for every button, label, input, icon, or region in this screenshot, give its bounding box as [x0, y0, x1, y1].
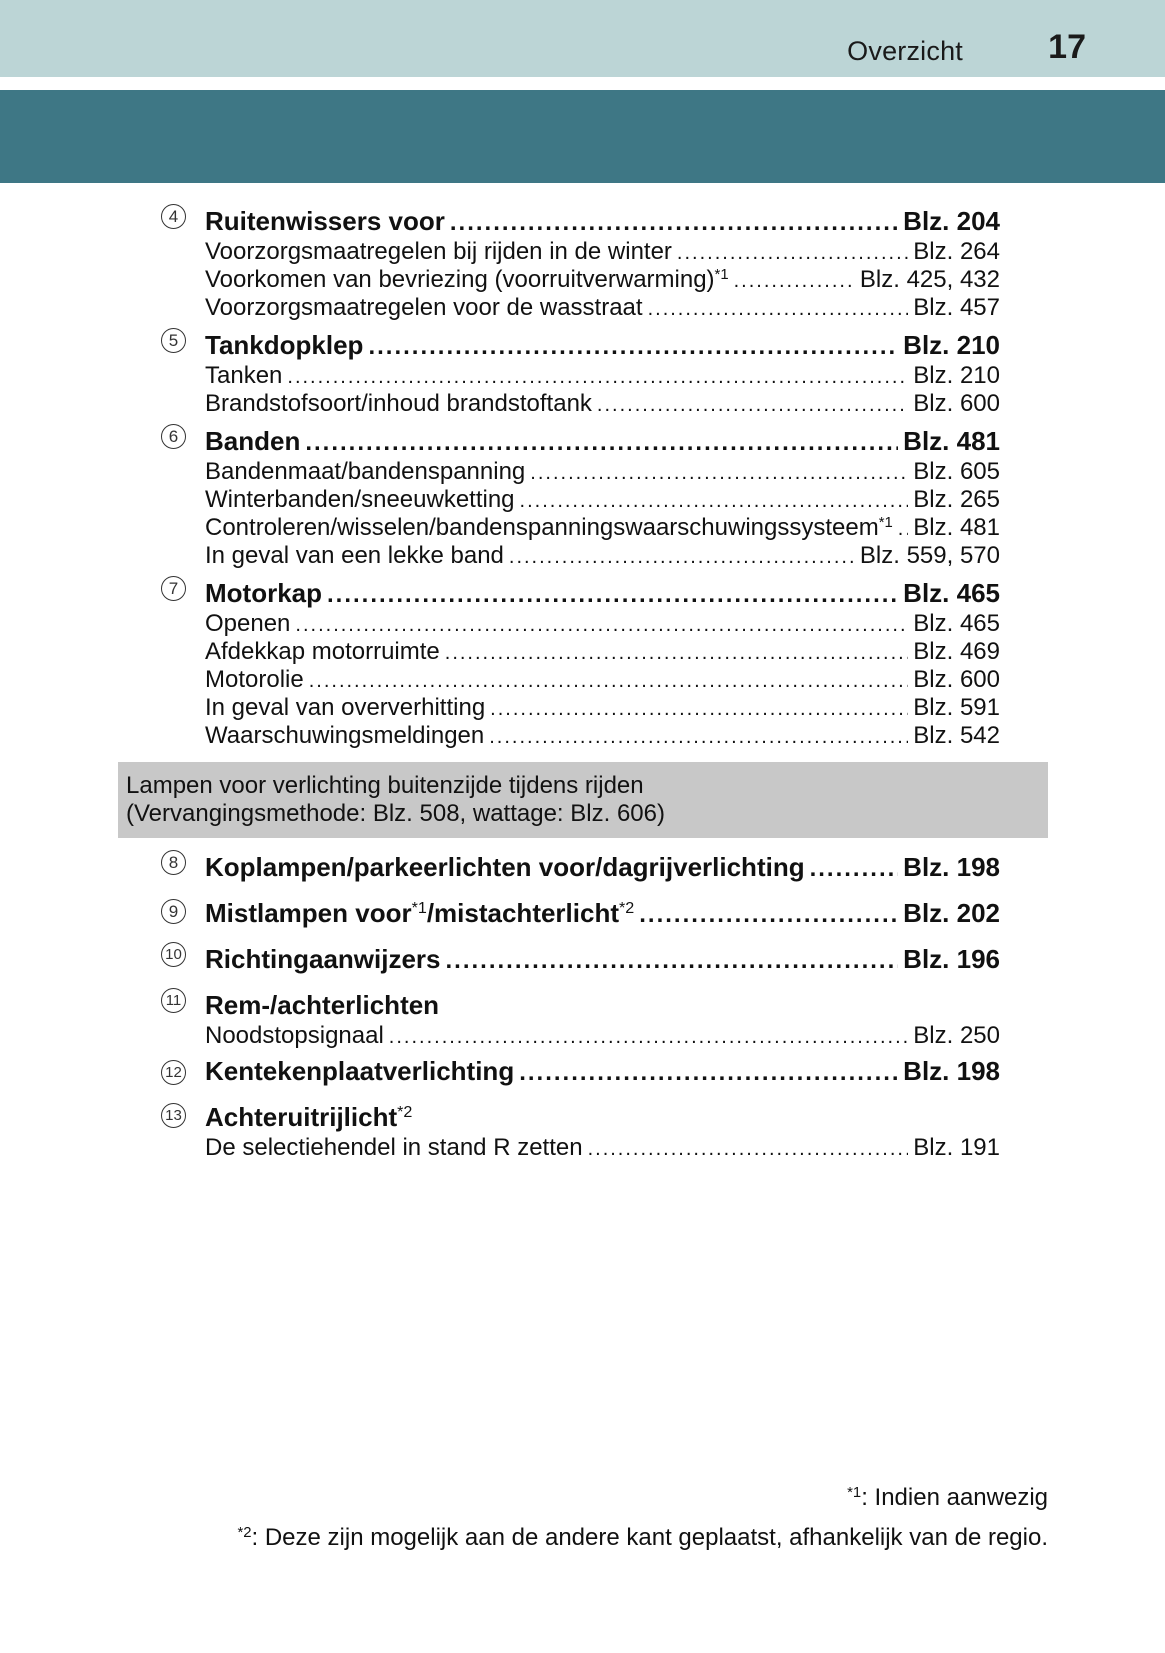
sub-item-label: De selectiehendel in stand R zetten [205, 1134, 583, 1161]
sub-item-label: Waarschuwingsmeldingen [205, 722, 485, 749]
page-number: 17 [1048, 28, 1086, 66]
item-title: Tankdopklep [205, 330, 364, 360]
sub-item-label: Tanken [205, 362, 283, 389]
dot-leader [639, 898, 898, 932]
lamp-section-banner [118, 762, 1048, 838]
item-number-marker: 7 [161, 576, 186, 601]
sub-item-row[interactable] [205, 238, 1000, 266]
footnote-mark: *2 [619, 899, 635, 918]
item-title-row [205, 988, 1000, 1022]
item-title-row[interactable] [205, 942, 1000, 976]
header-accent-band [0, 90, 1165, 183]
item-title: Mistlampen voor$^{*1}$/mistachterlicht$^{*2}$ [205, 898, 635, 928]
item-title: Kentekenplaatverlichting [205, 1056, 515, 1086]
sub-item-label: Motorolie [205, 666, 304, 693]
list-item [0, 576, 1165, 750]
dot-leader [368, 330, 898, 364]
footnote-mark: *1 [878, 514, 893, 531]
item-title-row [205, 1100, 1000, 1134]
item-title: Koplampen/parkeerlichten voor/dagrijverlichting [205, 852, 805, 882]
item-title-row[interactable] [205, 850, 1000, 884]
item-title: Richtingaanwijzers [205, 944, 441, 974]
sub-item-row[interactable] [205, 1134, 1000, 1162]
sub-item-row[interactable] [205, 294, 1000, 322]
item-number-marker: 6 [161, 424, 186, 449]
list-item [0, 204, 1165, 322]
item-title-row[interactable] [205, 328, 1000, 362]
dot-leader [445, 639, 909, 667]
page-reference[interactable]: Blz. 265 [913, 486, 1000, 513]
dot-leader [520, 487, 909, 515]
page-reference[interactable]: Blz. 202 [903, 898, 1000, 928]
dot-leader [519, 1056, 898, 1090]
sub-item-label: Winterbanden/sneeuwketting [205, 486, 515, 513]
footnote-mark: *1 [714, 266, 729, 283]
lamp-section-title: Lampen voor verlichting buitenzijde tijdens rijden [126, 772, 644, 799]
footnote-1: $^{*1}$: Indien aanwezig [847, 1484, 1048, 1511]
page-reference[interactable]: Blz. 425, 432 [859, 266, 1000, 293]
sub-item-label: In geval van oververhitting [205, 694, 486, 721]
dot-leader [446, 944, 899, 978]
page-reference[interactable]: Blz. 198 [903, 1056, 1000, 1086]
sub-item-row[interactable] [205, 390, 1000, 418]
page-reference[interactable]: Blz. 542 [913, 722, 1000, 749]
dot-leader [734, 267, 855, 295]
dot-leader [327, 578, 898, 612]
page-reference[interactable]: Blz. 264 [913, 238, 1000, 265]
item-title-row[interactable] [205, 1054, 1000, 1088]
list-item [0, 1054, 1165, 1088]
sub-item-label: Controleren/wisselen/bandenspanningswaarschuwingssysteem$^{*1}$ [205, 514, 893, 541]
dot-leader [295, 611, 908, 639]
page-reference[interactable]: Blz. 198 [903, 852, 1000, 882]
page-reference[interactable]: Blz. 600 [913, 666, 1000, 693]
dot-leader [898, 515, 909, 543]
sub-item-label: Voorkomen van bevriezing (voorruitverwarming)$^{*1}$ [205, 266, 729, 293]
sub-item-row[interactable] [205, 610, 1000, 638]
list-item [0, 850, 1165, 884]
item-title: Ruitenwissers voor [205, 206, 445, 236]
item-number-marker: 8 [161, 850, 186, 875]
page-reference[interactable]: Blz. 469 [913, 638, 1000, 665]
sub-item-row[interactable] [205, 694, 1000, 722]
item-number-marker: 4 [161, 204, 186, 229]
dot-leader [677, 239, 908, 267]
item-title: Rem-/achterlichten [205, 990, 440, 1020]
dot-leader [287, 363, 908, 391]
dot-leader [588, 1135, 909, 1163]
overview-content [0, 200, 1165, 1162]
sub-item-label: In geval van een lekke band [205, 542, 504, 569]
page-section-title: Overzicht [847, 36, 963, 66]
list-item [0, 988, 1165, 1050]
dot-leader [305, 426, 898, 460]
page-reference[interactable]: Blz. 210 [913, 362, 1000, 389]
item-number-marker: 9 [161, 899, 186, 924]
page-reference[interactable]: Blz. 465 [903, 578, 1000, 608]
list-item [0, 896, 1165, 930]
sub-item-label: Voorzorgsmaatregelen bij rijden in de winter [205, 238, 672, 265]
sub-item-row[interactable] [205, 266, 1000, 294]
sub-item-label: Brandstofsoort/inhoud brandstoftank [205, 390, 592, 417]
lamp-section-subtitle: (Vervangingsmethode: Blz. 508, wattage: Blz. 606) [126, 800, 665, 827]
item-title-row[interactable] [205, 896, 1000, 930]
page-reference[interactable]: Blz. 559, 570 [859, 542, 1000, 569]
item-title: Banden [205, 426, 301, 456]
item-title-row[interactable] [205, 424, 1000, 458]
item-number-marker: 11 [161, 988, 186, 1013]
sub-item-row[interactable] [205, 666, 1000, 694]
sub-item-label: Voorzorgsmaatregelen voor de wasstraat [205, 294, 643, 321]
page-reference[interactable]: Blz. 196 [903, 944, 1000, 974]
sub-item-label: Noodstopsignaal [205, 1022, 384, 1049]
item-number-marker: 5 [161, 328, 186, 353]
dot-leader [450, 206, 898, 240]
sub-item-row[interactable] [205, 722, 1000, 750]
page-reference[interactable]: Blz. 481 [913, 514, 1000, 541]
dot-leader [530, 459, 908, 487]
dot-leader [810, 852, 899, 886]
item-title-row[interactable] [205, 576, 1000, 610]
dot-leader [490, 695, 908, 723]
item-title-row[interactable] [205, 204, 1000, 238]
sub-item-row[interactable] [205, 542, 1000, 570]
page-reference[interactable]: Blz. 250 [913, 1022, 1000, 1049]
sub-item-row[interactable] [205, 1022, 1000, 1050]
item-number-marker: 12 [161, 1060, 186, 1085]
list-item [0, 1100, 1165, 1162]
dot-leader [309, 667, 909, 695]
item-title: Motorkap [205, 578, 322, 608]
item-title: Achteruitrijlicht$^{*2}$ [205, 1102, 413, 1132]
page-reference[interactable]: Blz. 481 [903, 426, 1000, 456]
sub-item-row[interactable] [205, 458, 1000, 486]
dot-leader [489, 723, 908, 751]
dot-leader [389, 1023, 908, 1051]
footnotes [237, 1478, 1048, 1558]
list-item [0, 424, 1165, 570]
footnote-2: $^{*2}$: Deze zijn mogelijk aan de andere kant geplaatst, afhankelijk van de regio. [237, 1524, 1048, 1551]
page-reference[interactable]: Blz. 204 [903, 206, 1000, 236]
list-item [0, 328, 1165, 418]
list-item [0, 942, 1165, 976]
page-reference[interactable]: Blz. 191 [913, 1134, 1000, 1161]
item-number-marker: 10 [161, 942, 186, 967]
sub-item-label: Openen [205, 610, 291, 637]
page-reference[interactable]: Blz. 591 [913, 694, 1000, 721]
page-reference[interactable]: Blz. 465 [913, 610, 1000, 637]
header-band [0, 0, 1165, 77]
sub-item-row[interactable] [205, 362, 1000, 390]
page-reference[interactable]: Blz. 457 [913, 294, 1000, 321]
page-reference[interactable]: Blz. 600 [913, 390, 1000, 417]
page-reference[interactable]: Blz. 210 [903, 330, 1000, 360]
sub-item-label: Bandenmaat/bandenspanning [205, 458, 526, 485]
footnote-mark: *1 [411, 899, 427, 918]
dot-leader [509, 543, 855, 571]
sub-item-row[interactable] [205, 514, 1000, 542]
footnote-mark: *2 [397, 1103, 413, 1122]
sub-item-row[interactable] [205, 486, 1000, 514]
sub-item-label: Afdekkap motorruimte [205, 638, 440, 665]
page-reference[interactable]: Blz. 605 [913, 458, 1000, 485]
item-number-marker: 13 [161, 1103, 186, 1128]
dot-leader [597, 391, 908, 419]
dot-leader [648, 295, 909, 323]
sub-item-row[interactable] [205, 638, 1000, 666]
